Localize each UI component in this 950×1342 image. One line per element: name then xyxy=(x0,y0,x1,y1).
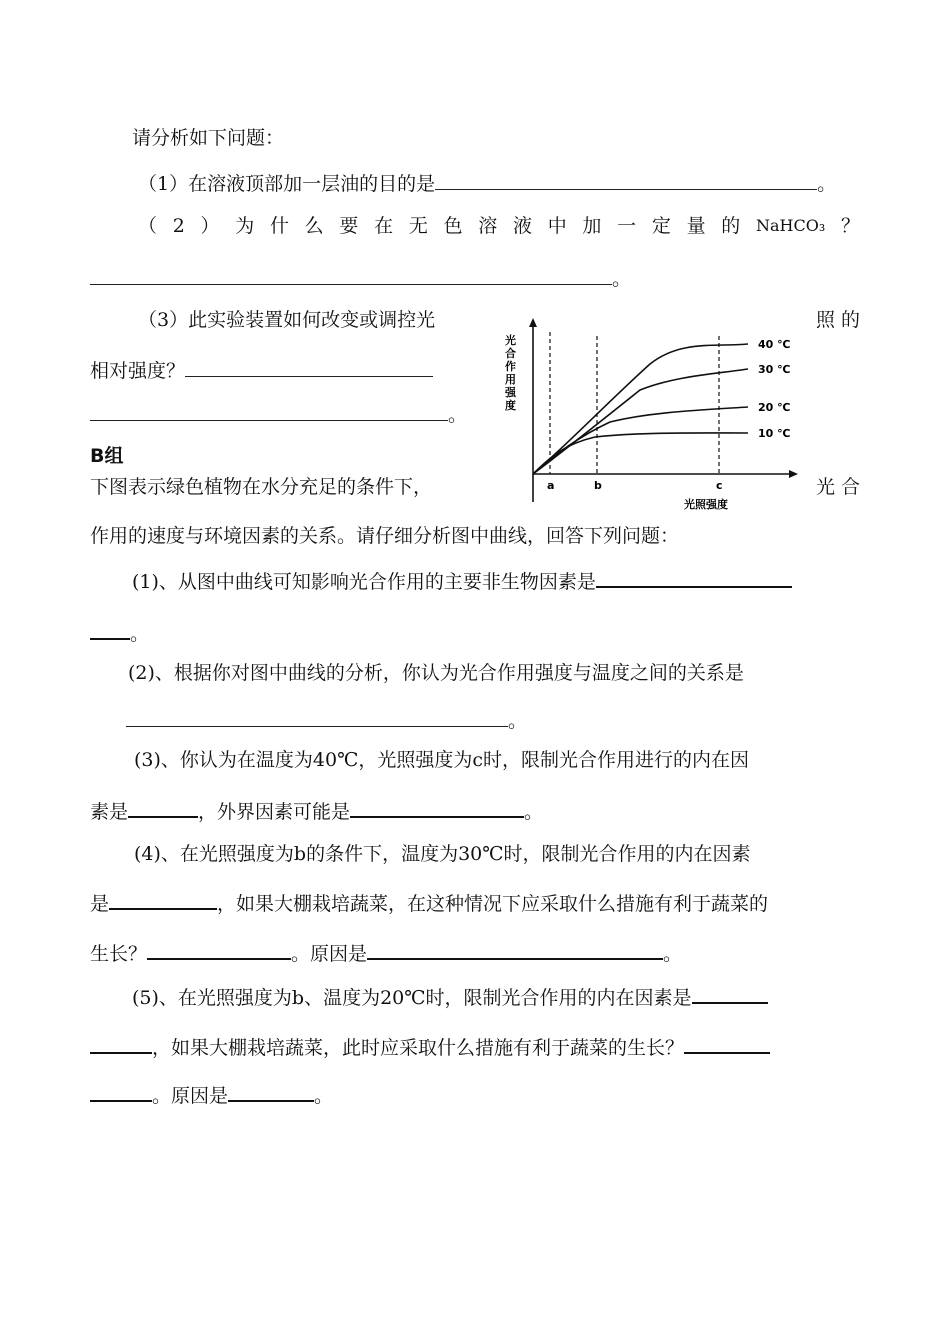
question-a2-char: ？ xyxy=(840,215,860,237)
question-b2-line2: 。 xyxy=(126,708,527,733)
answer-blank-b4-2[interactable] xyxy=(147,940,291,960)
x-marker-a: a xyxy=(547,479,555,492)
question-a2-char: 液 xyxy=(512,215,532,237)
answer-blank-b4-1[interactable] xyxy=(109,890,217,910)
curve-10c xyxy=(533,433,748,474)
section-b-intro: 下图表示绿色植物在水分充足的条件下， xyxy=(90,476,433,498)
series-label-30c: 30 ℃ xyxy=(758,363,791,376)
photosynthesis-chart xyxy=(500,312,800,512)
series-label-20c: 20 ℃ xyxy=(758,401,791,414)
answer-blank-b2[interactable] xyxy=(126,708,508,727)
answer-blank-a2[interactable] xyxy=(90,266,612,285)
question-a2-char: 2 xyxy=(172,215,185,237)
y-axis-label-char: 作 xyxy=(505,360,516,373)
question-a2-char: 量 xyxy=(686,215,706,237)
y-axis-label-char: 光 xyxy=(505,334,516,347)
section-b-intro-right: 光 合 xyxy=(816,476,861,498)
x-axis-label: 光照强度 xyxy=(684,498,728,511)
question-b1: (1)、从图中曲线可知影响光合作用的主要非生物因素是 xyxy=(132,568,792,594)
answer-blank-b3-2[interactable] xyxy=(350,798,524,818)
y-axis-label-char: 合 xyxy=(505,347,516,360)
answer-blank-b3-1[interactable] xyxy=(128,798,198,818)
y-axis-label-char: 用 xyxy=(505,373,516,386)
question-a2-char: 要 xyxy=(339,215,359,237)
x-axis-arrow xyxy=(789,470,798,478)
question-a1: （1）在溶液顶部加一层油的目的是 。 xyxy=(138,173,837,195)
question-a2-char: 定 xyxy=(651,215,671,237)
question-a2-char: （ xyxy=(138,215,158,237)
answer-blank-b1-2[interactable] xyxy=(90,620,130,640)
question-a3: （3）此实验装置如何改变或调控光 xyxy=(138,309,436,331)
x-marker-c: c xyxy=(716,479,723,492)
answer-blank-b5-1[interactable] xyxy=(692,984,768,1004)
x-marker-b: b xyxy=(594,479,602,492)
answer-blank-b5-5[interactable] xyxy=(228,1082,314,1102)
question-a2-char: ） xyxy=(200,215,220,237)
y-axis-label-char: 强 xyxy=(505,386,516,399)
question-a2-char: 中 xyxy=(547,215,567,237)
question-b4-line3: 生长？ 。原因是 。 xyxy=(90,940,682,966)
question-b1-line2: 。 xyxy=(90,620,149,646)
question-a3-line3: 。 xyxy=(90,402,467,427)
question-a2-char: 的 xyxy=(721,215,741,237)
y-axis-label-char: 度 xyxy=(505,399,516,412)
question-b5-line3: 。原因是 。 xyxy=(90,1082,333,1108)
question-a2-answer: 。 xyxy=(90,266,631,291)
question-b5-line2: ，如果大棚栽培蔬菜，此时应采取什么措施有利于蔬菜的生长？ xyxy=(90,1034,770,1060)
question-a2-char: 什 xyxy=(269,215,289,237)
series-label-10c: 10 ℃ xyxy=(758,427,791,440)
question-a3-line2: 相对强度？ xyxy=(90,358,433,383)
question-b4: (4)、在光照强度为b的条件下，温度为30℃时，限制光合作用的内在因素 xyxy=(134,843,751,865)
series-label-40c: 40 ℃ xyxy=(758,338,791,351)
answer-blank-b5-3[interactable] xyxy=(684,1034,770,1054)
section-b-intro-2: 作用的速度与环境因素的关系。请仔细分析图中曲线，回答下列问题： xyxy=(90,525,680,547)
curve-30c xyxy=(533,369,748,474)
answer-blank-b5-4[interactable] xyxy=(90,1082,152,1102)
answer-blank-b5-2[interactable] xyxy=(90,1034,152,1054)
question-b4-line2: 是 ，如果大棚栽培蔬菜，在这种情况下应采取什么措施有利于蔬菜的 xyxy=(90,890,768,916)
answer-blank-b4-3[interactable] xyxy=(367,940,663,960)
question-a2-char: 为 xyxy=(235,215,255,237)
question-b5: (5)、在光照强度为b、温度为20℃时，限制光合作用的内在因素是 xyxy=(132,984,768,1010)
question-a2-char: 么 xyxy=(304,215,324,237)
y-axis-label xyxy=(504,333,517,412)
question-a2-char: 色 xyxy=(443,215,463,237)
answer-blank-a1[interactable] xyxy=(435,171,817,190)
question-a2-char: 加 xyxy=(582,215,602,237)
question-b3-line2: 素是 ，外界因素可能是 。 xyxy=(90,798,543,824)
section-b-heading: B组 xyxy=(90,445,124,467)
question-a3-right: 照 的 xyxy=(816,309,861,331)
answer-blank-a3-1[interactable] xyxy=(185,358,433,377)
question-a2-char: 溶 xyxy=(478,215,498,237)
question-b3: (3)、你认为在温度为40℃，光照强度为c时，限制光合作用进行的内在因 xyxy=(134,749,749,771)
question-a2-char: 一 xyxy=(617,215,637,237)
question-b2: (2)、根据你对图中曲线的分析，你认为光合作用强度与温度之间的关系是 xyxy=(128,662,744,684)
answer-blank-b1-1[interactable] xyxy=(596,568,792,588)
question-a2-char: 无 xyxy=(408,215,428,237)
y-axis-arrow xyxy=(529,318,537,327)
question-a2 xyxy=(138,214,860,238)
answer-blank-a3-2[interactable] xyxy=(90,402,448,421)
question-a2-char: 在 xyxy=(374,215,394,237)
prompt-text: 请分析如下问题： xyxy=(132,127,285,149)
question-a2-char: NaHCO₃ xyxy=(756,216,826,235)
curve-20c xyxy=(533,407,748,474)
